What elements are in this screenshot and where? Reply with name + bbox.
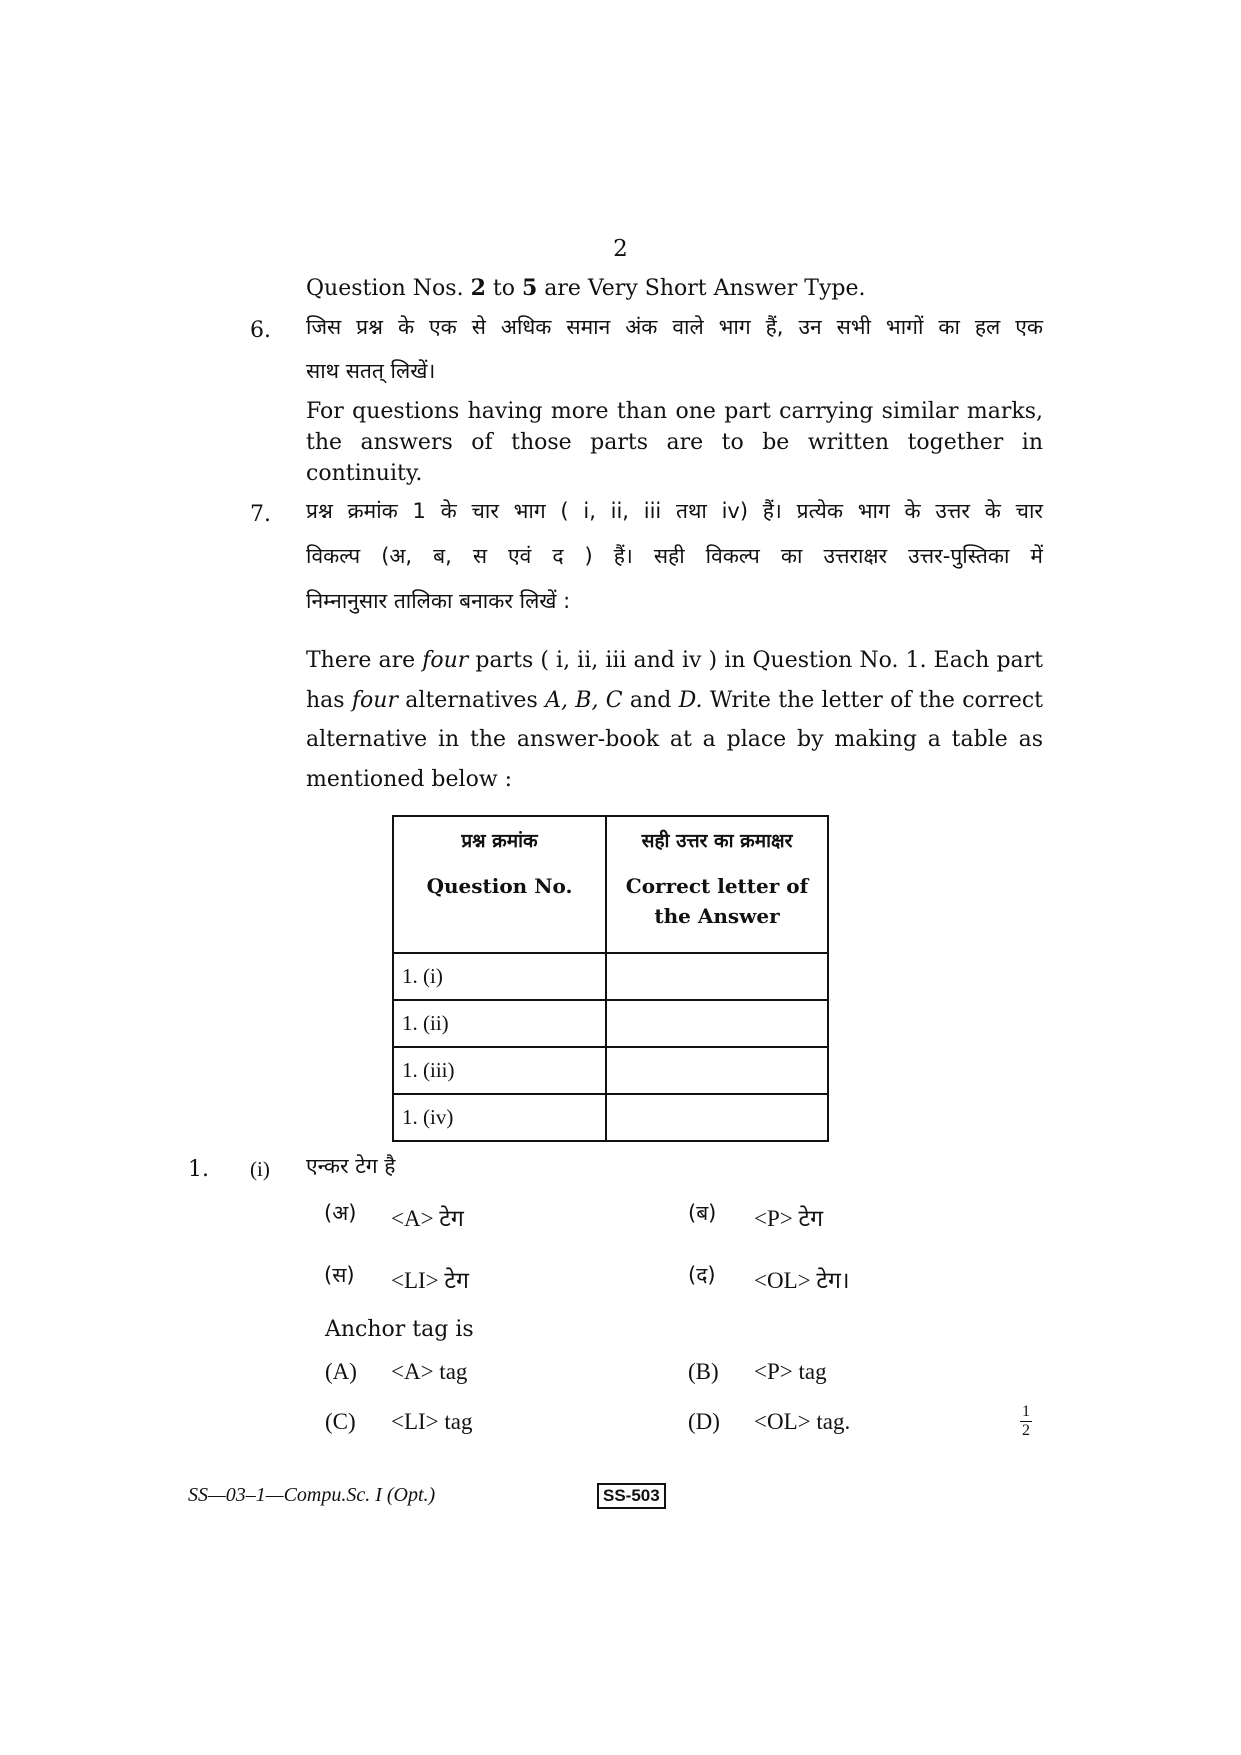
table-header-row <box>393 816 828 953</box>
table-row: 1. (iii) <box>393 1047 828 1094</box>
english-option-label: (D) <box>688 1409 720 1434</box>
hindi-option-label: (स) <box>324 1263 355 1287</box>
hindi-option-label: (अ) <box>324 1201 357 1225</box>
q7-number: 7. <box>250 502 271 527</box>
q7-hindi-line3: निम्नानुसार तालिका बनाकर लिखें : <box>306 589 571 613</box>
english-option-text: <OL> tag. <box>754 1409 851 1434</box>
hindi-option-text: <LI> टेग <box>391 1268 469 1293</box>
english-option-label: (A) <box>325 1359 357 1384</box>
table-row: 1. (iv) <box>393 1094 828 1141</box>
english-option-text: <LI> tag <box>391 1409 473 1434</box>
table-header-question-no: प्रश्न क्रमांक Question No. <box>393 816 606 953</box>
footer-code-box: SS-503 <box>597 1483 666 1509</box>
answer-cell <box>606 1047 828 1094</box>
q7-hindi-line1: प्रश्न क्रमांक 1 के चार भाग ( i, ii, iii तथा iv) हैं। प्रत्येक भाग के उत्तर के चार <box>306 499 1043 523</box>
q7-english: There are four parts ( i, ii, iii and iv ) in Question No. 1. Each part has four alternatives A, B, C and D. Write the letter of the correct alternative in the answer-book at a place by making a table as mentioned below : <box>306 648 1044 792</box>
english-option-label: (B) <box>688 1359 719 1384</box>
english-option-text: <A> tag <box>391 1359 468 1384</box>
q6-english: For questions having more than one part carrying similar marks, the answers of those parts are to be written together in continuity. <box>306 399 1043 486</box>
q1-number: 1. <box>188 1157 209 1182</box>
english-option-label: (C) <box>325 1409 356 1434</box>
q7-hindi-line2: विकल्प (अ, ब, स एवं द ) हैं। सही विकल्प का उत्तराक्षर उत्तर-पुस्तिका में <box>306 544 1043 568</box>
q6-hindi-line1: जिस प्रश्न के एक से अधिक समान अंक वाले भाग हैं, उन सभी भागों का हल एक <box>306 315 1043 339</box>
table-header-correct-letter: सही उत्तर का क्रमाक्षर Correct letter of the Answer <box>606 816 828 953</box>
answer-cell <box>606 1094 828 1141</box>
q1-hindi-question: एन्कर टेग है <box>306 1154 396 1178</box>
q1-part: (i) <box>250 1157 270 1181</box>
answer-cell <box>606 953 828 1000</box>
intro-line: Question Nos. 2 to 5 are Very Short Answer Type. <box>306 275 866 301</box>
hindi-option-label: (द) <box>688 1263 716 1287</box>
q6-hindi-line2: साथ सतत् लिखें। <box>306 359 436 383</box>
table-row: 1. (ii) <box>393 1000 828 1047</box>
hindi-option-text: <A> टेग <box>391 1206 464 1231</box>
hindi-option-label: (ब) <box>688 1201 717 1225</box>
footer-paper-code: SS—03–1—Compu.Sc. I (Opt.) <box>188 1484 436 1506</box>
english-option-text: <P> tag <box>754 1359 827 1384</box>
page-number: 2 <box>613 236 628 262</box>
table-row: 1. (i) <box>393 953 828 1000</box>
answer-table <box>392 815 829 1142</box>
q6-number: 6. <box>250 318 271 343</box>
answer-cell <box>606 1000 828 1047</box>
hindi-option-text: <P> टेग <box>754 1206 824 1231</box>
hindi-option-text: <OL> टेग। <box>754 1268 850 1293</box>
q1-english-question: Anchor tag is <box>325 1317 474 1342</box>
marks-fraction: 1 2 <box>1022 1403 1030 1439</box>
